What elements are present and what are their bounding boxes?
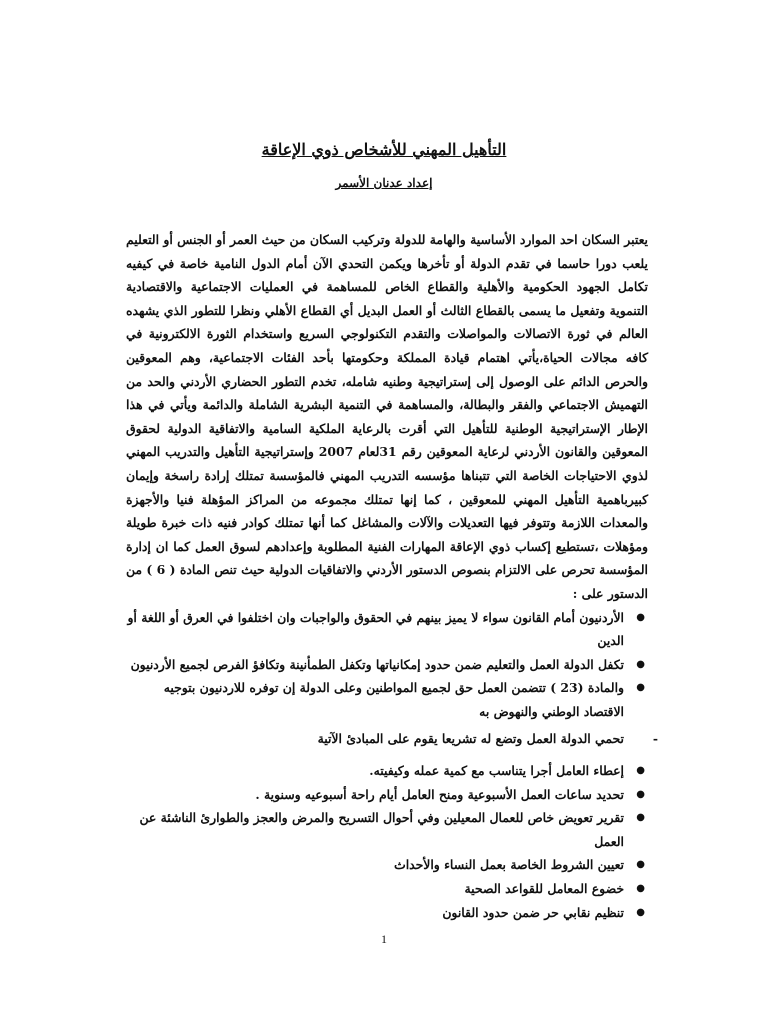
bullet-icon: ● <box>636 906 645 918</box>
constitution-points-list <box>126 606 648 724</box>
list-item-text: خضوع المعامل للقواعد الصحية <box>464 881 624 897</box>
labor-principles-intro-text: تحمي الدولة العمل وتضع له تشريعا يقوم على المبادئ الآتية <box>317 731 624 747</box>
bullet-icon: ● <box>636 658 645 670</box>
list-item-text: إعطاء العامل أجرا يتناسب مع كمية عمله وكيفيته. <box>369 763 624 779</box>
list-item <box>126 676 648 723</box>
document-title: التأهيل المهني للأشخاص ذوي الإعاقة <box>261 140 507 159</box>
list-item <box>126 606 648 653</box>
list-item <box>126 877 648 901</box>
list-item-text: والمادة (23 ) تتضمن العمل حق لجميع المواطنين وعلى الدولة إن توفره للاردنيون بتوجيه الاقتصاد الوطني والنهوض به <box>163 680 624 719</box>
bullet-icon: ● <box>636 883 645 895</box>
list-item-text: الأردنيون أمام القانون سواء لا يميز بينهم في الحقوق والواجبات وان اختلفوا في العرق أو اللغة أو الدين <box>127 609 624 649</box>
document-body <box>126 228 658 924</box>
list-item-text: تقرير تعويض خاص للعمال المعيلين وفي أحوال التسريح والمرض والعجز والطوارئ الناشئة عن العمل <box>139 810 624 849</box>
list-item <box>126 806 648 853</box>
list-item-text: تحديد ساعات العمل الأسبوعية ومنح العامل أيام راحة أسبوعيه وسنوية . <box>255 786 624 802</box>
list-item <box>126 653 648 677</box>
bullet-icon: ● <box>636 611 645 623</box>
bullet-icon: ● <box>636 812 645 824</box>
bullet-icon: ● <box>636 859 645 871</box>
document-author: إعداد عدنان الأسمر <box>335 176 433 190</box>
page-number: 1 <box>381 932 387 946</box>
list-item <box>126 901 648 925</box>
list-item <box>126 759 648 783</box>
labor-principles-intro <box>126 727 658 751</box>
list-item-text: تنظيم نقابي حر ضمن حدود القانون <box>442 904 624 920</box>
list-item-text: تعيين الشروط الخاصة بعمل النساء والأحداث <box>394 857 624 873</box>
list-item <box>126 783 648 807</box>
intro-paragraph: يعتبر السكان احد الموارد الأساسية والهامة للدولة وتركيب السكان من حيث العمر أو الجنس أو التعليم يلعب دورا حاسما في تقدم الدولة أو تأخرها ويكمن التحدي الآن أمام الدول النامية خاصة في كيفيه تكامل الجهود الحكومية والأهلية والقطاع الخاص للمساهمة في العمليات الاجتماعية والاقتصادية التنموية وتفعيل ما يسمى بالقطاع الثالث أو العمل البديل أي القطاع الأهلي ونظرا للتطور الذي يشهده العالم في ثورة الاتصالات والمواصلات والتقدم التكنولوجي السريع واستخدام الثورة الالكترونية في كافه مجالات الحياة،يأتي اهتمام قيادة المملكة وحكومتها بأحد الفئات الاجتماعية، وهم المعوقين والحرص الدائم على الوصول إلى إستراتيجية وطنيه شامله، تخدم التطور الحضاري الأردني والحد من التهميش الاجتماعي والفقر والبطالة، والمساهمة في التنمية البشرية الشاملة والدائمة ويأتي في هذا الإطار الإستراتيجية الوطنية للتأهيل التي أقرت بالرعاية الملكية السامية والاتفاقية الدولية لحقوق المعوقين والقانون الأردني لرعاية المعوقين رقم 31لعام 2007 وإستراتيجية التأهيل والتدريب المهني لذوي الاحتياجات الخاصة التي تتبناها مؤسسه التدريب المهني فالمؤسسة تمتلك إرادة راسخة وإيمان كبيرباهمية التأهيل المهني للمعوقين ، كما إنها تمتلك مجموعه من المراكز المؤهلة فنيا والأجهزة والمعدات اللازمة وتتوفر فيها التعديلات والآلات والمشاغل كما أنها تمتلك كوادر فنيه ذات خبرة طويلة ومؤهلات ،تستطيع إكساب ذوي الإعاقة المهارات الفنية المطلوبة وإعدادهم لسوق العمل كما ان إدارة المؤسسة تحرص على الالتزام بنصوص الدستور الأردني والاتفاقيات الدولية حيث تنص المادة ( 6 ) من الدستور على : <box>126 232 648 601</box>
list-item-text: تكفل الدولة العمل والتعليم ضمن حدود إمكانياتها وتكفل الطمأنينة وتكافؤ الفرص لجميع الأردنيون <box>130 656 624 672</box>
bullet-icon: ● <box>636 682 645 694</box>
bullet-icon: ● <box>636 765 645 777</box>
labor-principles-list <box>126 759 648 924</box>
list-item <box>126 853 648 877</box>
dash-marker: - <box>652 731 658 747</box>
bullet-icon: ● <box>636 788 645 800</box>
